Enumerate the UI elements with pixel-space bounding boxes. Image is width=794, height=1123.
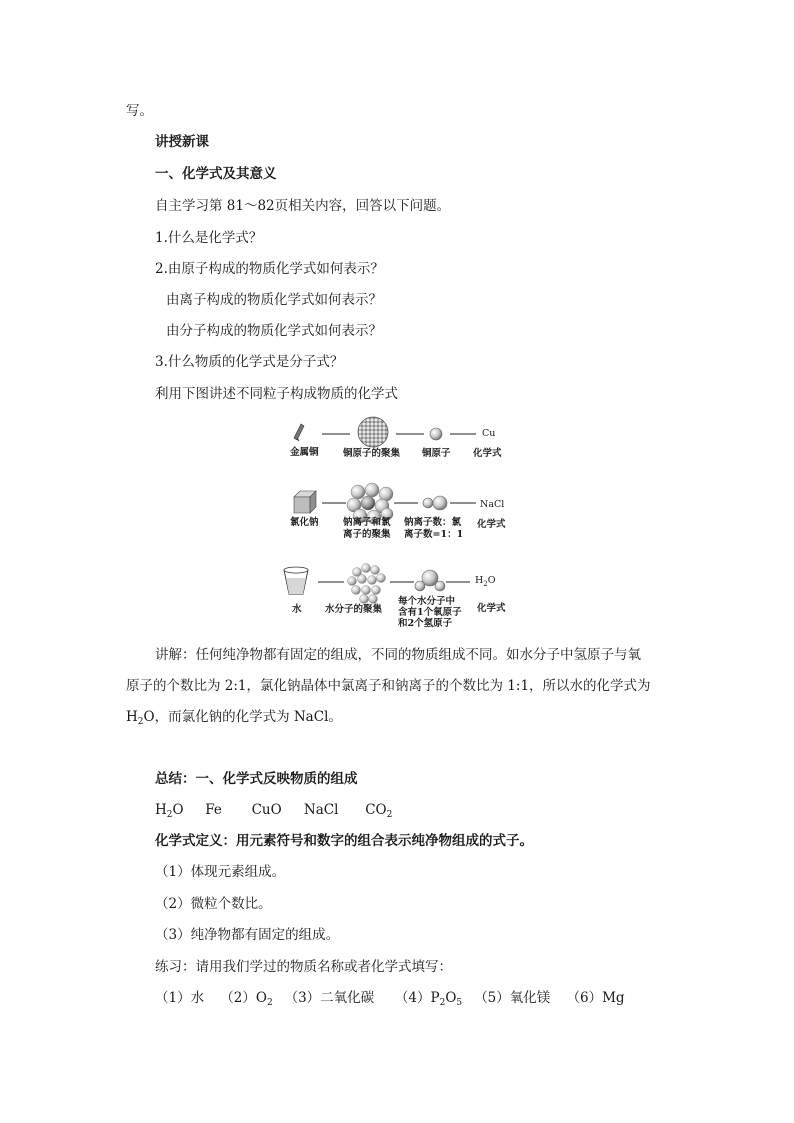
question-2c: 由分子构成的物质化学式如何表示？ xyxy=(166,323,382,339)
label-formula-2: 化学式 xyxy=(477,519,506,530)
label-formula-1: 化学式 xyxy=(473,448,502,459)
copper-wire-icon xyxy=(294,424,304,441)
explain-line-2: 原子的个数比为 2:1，氯化钠晶体中氯离子和钠离子的个数比为 1:1，所以水的化学式为 xyxy=(126,678,651,694)
exercise-item: $(4)P_2O_5$ xyxy=(394,990,463,1008)
question-2b: 由离子构成的物质化学式如何表示？ xyxy=(166,292,382,308)
exercise-item: $(2)O_2$ xyxy=(220,990,273,1008)
formula-nacl: NaCl xyxy=(480,499,505,510)
label-ion-cluster-a: 钠离子和氯 xyxy=(343,517,391,528)
section-heading: 讲授新课 xyxy=(155,134,209,150)
formula-item: $CO_2$ xyxy=(365,802,393,820)
exercise-item: （5）氧化镁 xyxy=(474,990,551,1006)
label-metal-copper: 金属铜 xyxy=(290,447,319,458)
question-2: 2.由原子构成的物质化学式如何表示？ xyxy=(155,261,384,277)
water-molecule-cluster-icon xyxy=(348,564,386,604)
water-cup-icon xyxy=(284,567,308,594)
label-water-molecule-a: 每个水分子中 xyxy=(398,596,456,607)
formula-cu: Cu xyxy=(482,428,496,439)
formula-item: NaCl xyxy=(303,802,339,818)
water-molecule-icon xyxy=(415,570,445,591)
point-1: （1）体现元素组成。 xyxy=(155,864,286,880)
label-copper-atom: 铜原子 xyxy=(422,448,451,459)
label-ion-ratio-a: 钠离子数：氯 xyxy=(404,517,462,528)
formula-list xyxy=(155,801,392,819)
point-3: （3）纯净物都有固定的组成。 xyxy=(155,927,340,943)
ion-pair-icon xyxy=(423,496,447,510)
formula-item: CuO xyxy=(251,802,282,818)
exercise-item: （3）二氧化碳 xyxy=(284,990,375,1006)
definition: 化学式定义：用元素符号和数字的组合表示纯净物组成的式子。 xyxy=(155,833,533,849)
lead-text: 写。 xyxy=(126,103,153,119)
exercise-intro: 练习：请用我们学过的物质名称或者化学式填写： xyxy=(155,959,452,975)
explain-line-1: 讲解：任何纯净物都有固定的组成，不同的物质组成不同。如水分子中氢原子与氧 xyxy=(155,647,641,663)
point-2: （2）微粒个数比。 xyxy=(155,896,272,912)
copper-atom-icon xyxy=(430,428,442,440)
label-ion-cluster-b: 离子的聚集 xyxy=(343,529,391,540)
figure-intro: 利用下图讲述不同粒子构成物质的化学式 xyxy=(155,386,398,402)
copper-atom-cluster-icon xyxy=(358,417,388,447)
label-copper-cluster: 铜原子的聚集 xyxy=(343,448,401,459)
explain-line-3: $H_2O$，而氯化钠的化学式为 NaCl。 xyxy=(126,709,342,727)
label-ion-ratio-b: 离子数=1：1 xyxy=(404,529,464,540)
self-study-text: 自主学习第 81～82页相关内容，回答以下问题。 xyxy=(155,198,451,214)
label-water-molecule-b: 含有1个氧原子 xyxy=(398,607,462,618)
question-1: 1.什么是化学式？ xyxy=(155,230,263,246)
label-water: 水 xyxy=(292,604,302,615)
exercise-item: （6）Mg xyxy=(566,990,625,1006)
salt-crystal-icon xyxy=(294,491,316,513)
label-sodium-chloride: 氯化钠 xyxy=(290,517,319,528)
subsection-heading: 一、化学式及其意义 xyxy=(155,166,277,182)
formula-item: $H_2O$ xyxy=(155,802,184,820)
exercise-list xyxy=(155,989,625,1007)
label-formula-3: 化学式 xyxy=(477,603,506,614)
label-water-molecule-c: 和2个氢原子 xyxy=(398,618,453,629)
label-water-cluster: 水分子的聚集 xyxy=(325,604,383,615)
formula-h2o: $H_2O$ xyxy=(475,575,496,588)
summary-heading: 总结：一、化学式反映物质的组成 xyxy=(155,771,358,787)
formula-item: Fe xyxy=(205,802,222,818)
question-3: 3.什么物质的化学式是分子式？ xyxy=(155,354,344,370)
exercise-item: （1）水 xyxy=(155,990,205,1006)
